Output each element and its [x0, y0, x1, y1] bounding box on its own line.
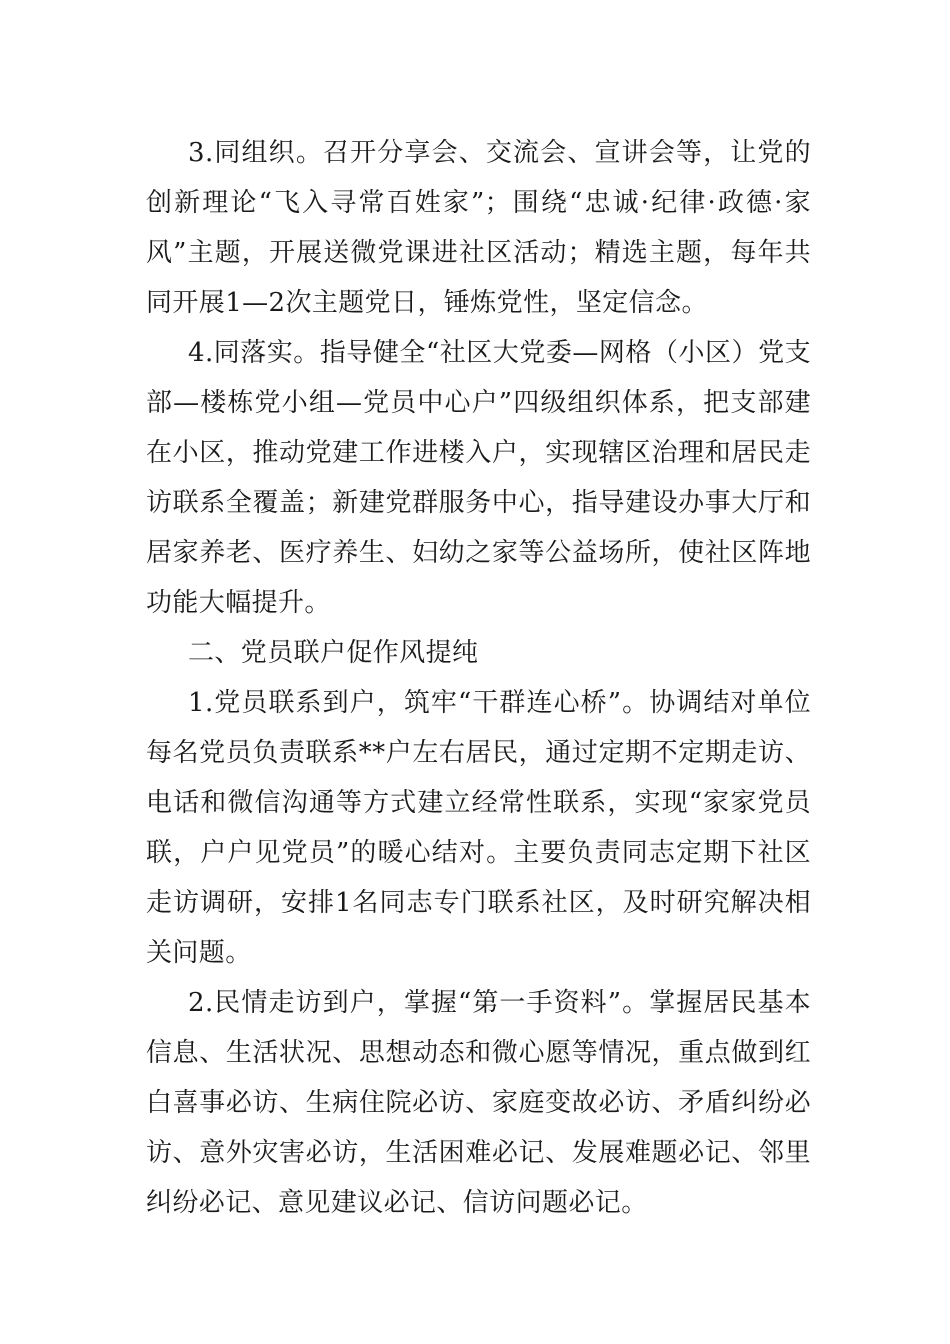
paragraph-tong-luoshi: 4.同落实。指导健全“社区大党委—网格（小区）党支部—楼栋党小组—党员中心户”四级组织体系，把支部建在小区，推动党建工作进楼入户，实现辖区治理和居民走访联系全覆盖；新建党群服务中心，指导建设办事大厅和居家养老、医疗养生、妇幼之家等公益场所，使社区阵地功能大幅提升。 — [146, 338, 811, 618]
document-body — [146, 128, 811, 1228]
paragraph-tong-zuzhi: 3.同组织。召开分享会、交流会、宣讲会等，让党的创新理论“飞入寻常百姓家”；围绕“忠诚·纪律·政德·家风”主题，开展送微党课进社区活动；精选主题，每年共同开展1—2次主题党日，锤炼党性，坚定信念。 — [146, 138, 811, 318]
paragraph-minqing-zoufang: 2.民情走访到户，掌握“第一手资料”。掌握居民基本信息、生活状况、思想动态和微心愿等情况，重点做到红白喜事必访、生病住院必访、家庭变故必访、矛盾纠纷必访、意外灾害必访，生活困难必记、发展难题必记、邻里纠纷必记、意见建议必记、信访问题必记。 — [146, 988, 811, 1218]
section-heading: 二、党员联户促作风提纯 — [188, 638, 479, 668]
paragraph-dangyuan-lianxi: 1.党员联系到户，筑牢“干群连心桥”。协调结对单位每名党员负责联系**户左右居民，通过定期不定期走访、电话和微信沟通等方式建立经常性联系，实现“家家党员联，户户见党员”的暖心结对。主要负责同志定期下社区走访调研，安排1名同志专门联系社区，及时研究解决相关问题。 — [146, 688, 811, 968]
